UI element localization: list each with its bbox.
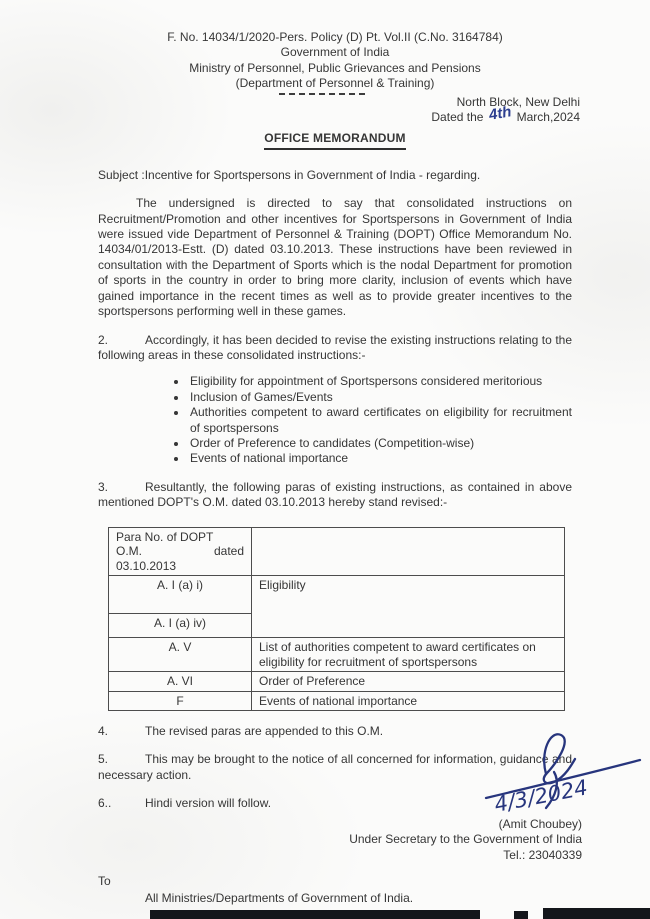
scan-artifact-bar <box>514 911 528 919</box>
para-number: 3. <box>98 479 109 494</box>
list-item: • Events of national importance <box>188 451 572 466</box>
description-cell: Eligibility <box>252 576 565 638</box>
table-row <box>109 691 565 711</box>
signoff-block <box>98 817 582 863</box>
handwritten-day: 4th <box>487 103 513 124</box>
revision-areas-list <box>188 374 572 466</box>
paragraph-5 <box>98 752 572 783</box>
para-number: 4. <box>98 724 109 739</box>
para-ref-cell: A. I (a) i) <box>109 576 252 614</box>
date-line <box>98 103 580 125</box>
paragraph-4 <box>98 724 572 739</box>
scan-artifact-bar <box>543 908 650 919</box>
revision-table <box>108 527 565 712</box>
signatory-tel: Tel.: 23040339 <box>503 847 582 862</box>
table-header-empty-cell <box>252 527 565 576</box>
para-ref-cell: A. V <box>109 638 252 672</box>
header-line-2 <box>116 544 244 559</box>
para-number: 6.. <box>98 796 112 811</box>
date-prefix: Dated the <box>431 110 484 125</box>
signatory-name: (Amit Choubey) <box>498 816 582 831</box>
description-cell: Order of Preference <box>252 672 565 692</box>
para-number: 2. <box>98 332 109 347</box>
para-text: Hindi version will follow. <box>145 796 272 811</box>
para-text: This may be brought to the notice of all concerned for information, guidance and necessary action. <box>98 752 572 782</box>
paragraph-3 <box>98 480 572 511</box>
list-item: • Inclusion of Games/Events <box>188 390 572 405</box>
document-content <box>98 30 582 907</box>
signatory-title: Under Secretary to the Government of India <box>349 832 582 847</box>
para-text: The revised paras are appended to this O.M. <box>145 724 384 739</box>
table-row <box>109 576 565 614</box>
table-row <box>109 672 565 692</box>
scan-artifact-bar <box>150 910 480 919</box>
date-suffix: March,2024 <box>516 110 580 125</box>
para-text: Accordingly, it has been decided to revise the existing instructions relating to the following areas in these consolidated instructions:- <box>98 332 572 362</box>
table-row <box>109 527 565 576</box>
description-cell: List of authorities competent to award certificates on eligibility for recruitment of sportspersons <box>252 638 565 672</box>
addressee-line: All Ministries/Departments of Government of India. <box>145 891 414 906</box>
government-line: Government of India <box>280 45 390 60</box>
header-line-2b: dated <box>213 544 244 559</box>
list-item: • Authorities competent to award certificates on eligibility for recruitment of sportspersons <box>188 405 572 436</box>
list-item: • Order of Preference to candidates (Competition-wise) <box>188 436 572 451</box>
list-item: • Eligibility for appointment of Sportspersons considered meritorious <box>188 374 572 389</box>
paragraph-2 <box>98 333 572 364</box>
header-line-3: 03.10.2013 <box>116 558 177 573</box>
header-line-2a: O.M. <box>116 544 142 559</box>
header-line-1: Para No. of DOPT <box>116 529 214 544</box>
para-text: Resultantly, the following paras of existing instructions, as contained in above mentioned DOPT's O.M. dated 03.10.2013 hereby stand revised:- <box>98 479 572 510</box>
paragraph-1: The undersigned is directed to say that consolidated instructions on Recruitment/Promotion and other incentives for Sportspersons in Government of India were issued vide Department of Personnel & Training (DOPT) Office Memorandum No. 14034/01/2013-Estt. (D) dated 03.10.2013. These instructions have been reviewed in consultation with the Department of Sports which is the nodal Department for promotion of sports in the country in order to bring more clarity, inclusion of events which have gained importance in the recent times as well as to provide greater incentives to the sportspersons performing well in these games. <box>98 196 572 319</box>
para-ref-cell: A. I (a) iv) <box>109 614 252 638</box>
table-header-cell <box>109 527 252 576</box>
file-number: F. No. 14034/1/2020-Pers. Policy (D) Pt. Vol.II (C.No. 3164784) <box>167 30 503 44</box>
memo-heading: OFFICE MEMORANDUM <box>264 131 405 149</box>
signature-date-text: 4/3/2024 <box>492 775 590 817</box>
paragraph-6 <box>98 796 572 811</box>
para-ref-cell: F <box>109 691 252 711</box>
para-ref-cell: A. VI <box>109 672 252 692</box>
dashed-underline <box>279 93 365 95</box>
to-block <box>98 874 572 907</box>
description-cell: Events of national importance <box>252 691 565 711</box>
subject-line: Subject :Incentive for Sportspersons in Government of India - regarding. <box>98 167 481 182</box>
memo-heading-wrap <box>98 131 572 149</box>
place-line: North Block, New Delhi <box>456 94 580 109</box>
to-label: To <box>98 873 111 888</box>
table-row <box>109 638 565 672</box>
department-line: (Department of Personnel & Training) <box>235 76 435 91</box>
ministry-line: Ministry of Personnel, Public Grievances and Pensions <box>189 60 481 75</box>
para-number: 5. <box>98 752 109 767</box>
